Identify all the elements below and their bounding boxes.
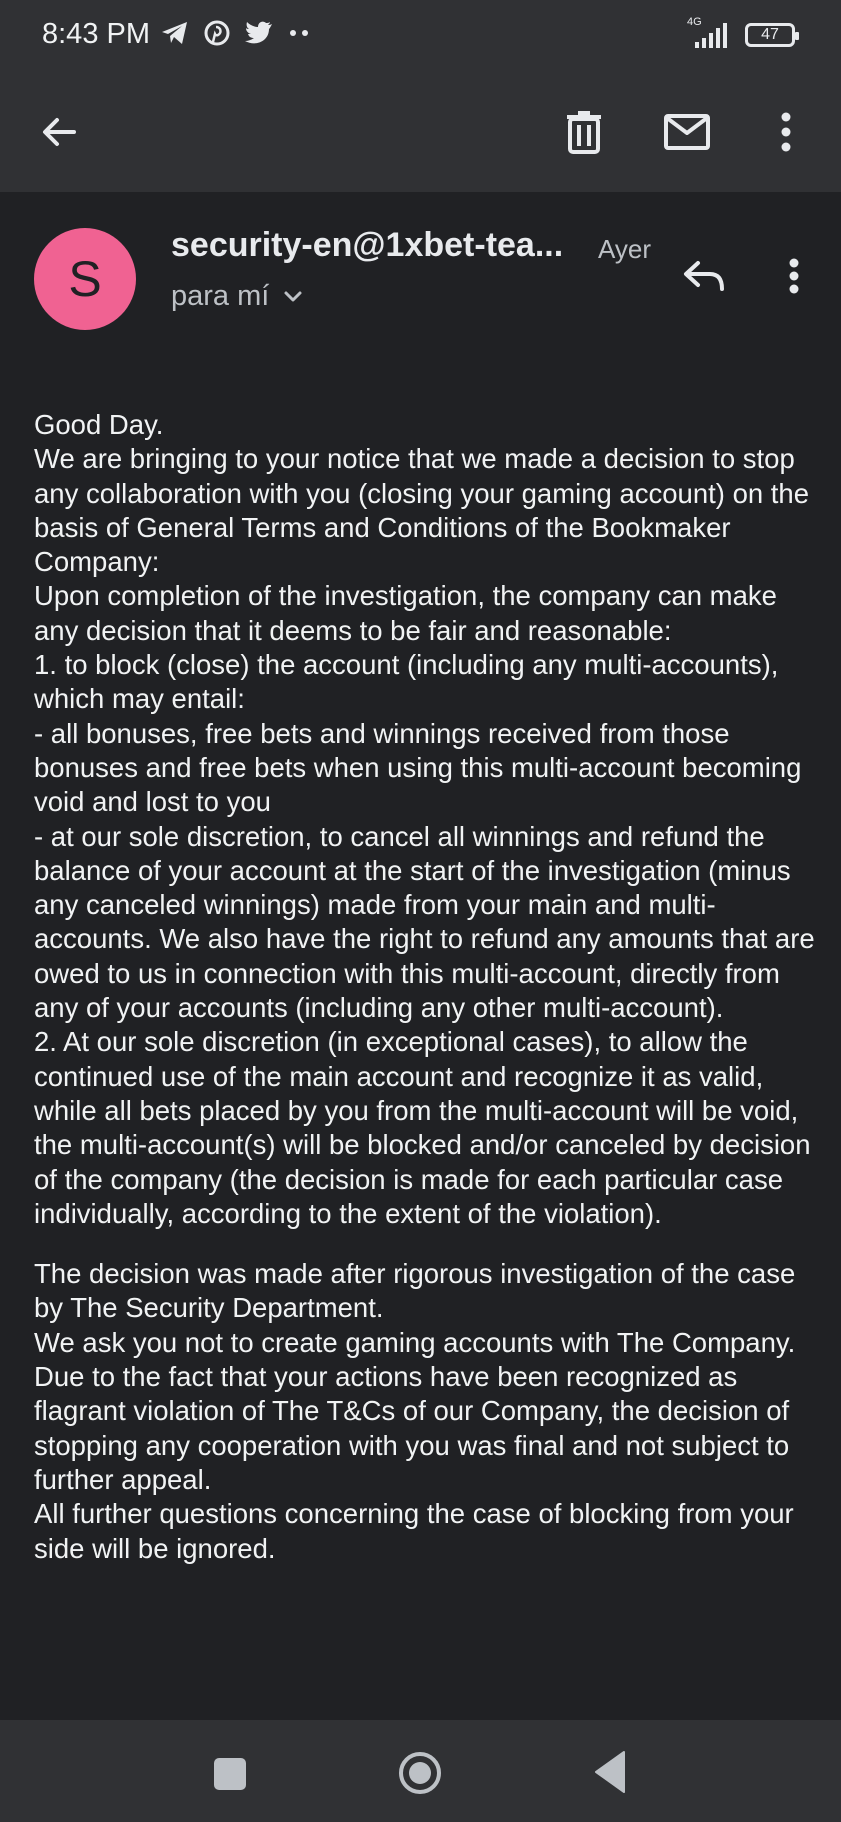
signal-icon — [681, 16, 733, 50]
delete-icon — [564, 110, 604, 154]
body-paragraph: Upon completion of the investigation, the company can make any decision that it deems to be fair and reasonable: — [34, 580, 777, 646]
delete-button[interactable] — [552, 100, 616, 164]
body-paragraph: The decision was made after rigorous investigation of the case by The Security Department. — [34, 1258, 796, 1324]
network-type: 4G — [687, 16, 702, 28]
reply-button[interactable] — [672, 244, 736, 308]
back-button[interactable] — [26, 100, 90, 164]
body-paragraph: We are bringing to your notice that we made a decision to stop any collaboration with you (closing your gaming account) on the basis of General Terms and Conditions of the Bookmaker Company: — [34, 443, 810, 578]
notification-icons — [160, 20, 310, 46]
body-paragraph: We ask you not to create gaming accounts with The Company. — [34, 1326, 796, 1358]
sender-address[interactable]: security-en@1xbet-tea... — [171, 226, 564, 264]
recipient-toggle[interactable] — [171, 280, 303, 313]
avatar[interactable] — [34, 228, 136, 330]
body-paragraph: - at our sole discretion, to cancel all winnings and refund the balance of your account at the start of the investigation (minus any canceled winnings) made from your main and multi-accounts. We also have the right to refund any amounts that are owed to us in connection with this multi-account, directly from any of your accounts (including any other multi-account). — [34, 820, 815, 1024]
recipient-label: para mí — [171, 280, 270, 312]
body-paragraph: - all bonuses, free bets and winnings received from those bonuses and free bets when using this multi-account becoming void and lost to you — [34, 717, 802, 818]
pinterest-icon — [204, 20, 230, 46]
email-view — [0, 192, 841, 1720]
status-time: 8:43 PM — [42, 18, 150, 50]
more-dots-icon — [288, 28, 310, 38]
avatar-letter: S — [68, 251, 102, 307]
recents-button[interactable] — [214, 1758, 246, 1790]
reply-icon — [682, 259, 726, 293]
status-right — [681, 16, 795, 50]
email-body — [34, 408, 824, 1566]
toolbar — [0, 72, 841, 192]
paragraph-gap — [34, 1231, 824, 1257]
telegram-icon — [160, 20, 190, 46]
chevron-down-icon — [283, 290, 303, 304]
battery-icon — [745, 23, 795, 47]
back-arrow-icon — [38, 112, 78, 152]
system-nav-bar — [0, 1720, 841, 1822]
twitter-icon — [244, 20, 274, 46]
overflow-menu-button[interactable] — [754, 100, 818, 164]
battery-level: 47 — [761, 26, 779, 43]
status-bar — [0, 0, 841, 72]
email-date: Ayer — [598, 234, 651, 264]
mark-unread-button[interactable] — [655, 100, 719, 164]
body-paragraph: All further questions concerning the case of blocking from your side will be ignored. — [34, 1498, 794, 1564]
overflow-menu-icon — [780, 112, 792, 152]
body-paragraph: Due to the fact that your actions have been recognized as flagrant violation of The T&Cs of our Company, the decision of stopping any cooperation with you was final and not subject to further appeal. — [34, 1361, 790, 1495]
message-overflow-button[interactable] — [764, 244, 824, 308]
body-paragraph: 1. to block (close) the account (including any multi-accounts), which may entail: — [34, 649, 779, 715]
body-greeting: Good Day. — [34, 409, 164, 440]
home-button[interactable] — [397, 1750, 443, 1796]
back-nav-button[interactable] — [594, 1750, 626, 1794]
body-paragraph: 2. At our sole discretion (in exceptional cases), to allow the continued use of the main account and recognize it as valid, while all bets placed by you from the multi-account will be void, the multi-account(s) will be blocked and/or canceled by decision of the company (the decision is made for each particular case individually, according to the extent of the violation). — [34, 1026, 811, 1229]
more-vert-icon — [788, 258, 800, 294]
mark-unread-icon — [664, 114, 710, 150]
